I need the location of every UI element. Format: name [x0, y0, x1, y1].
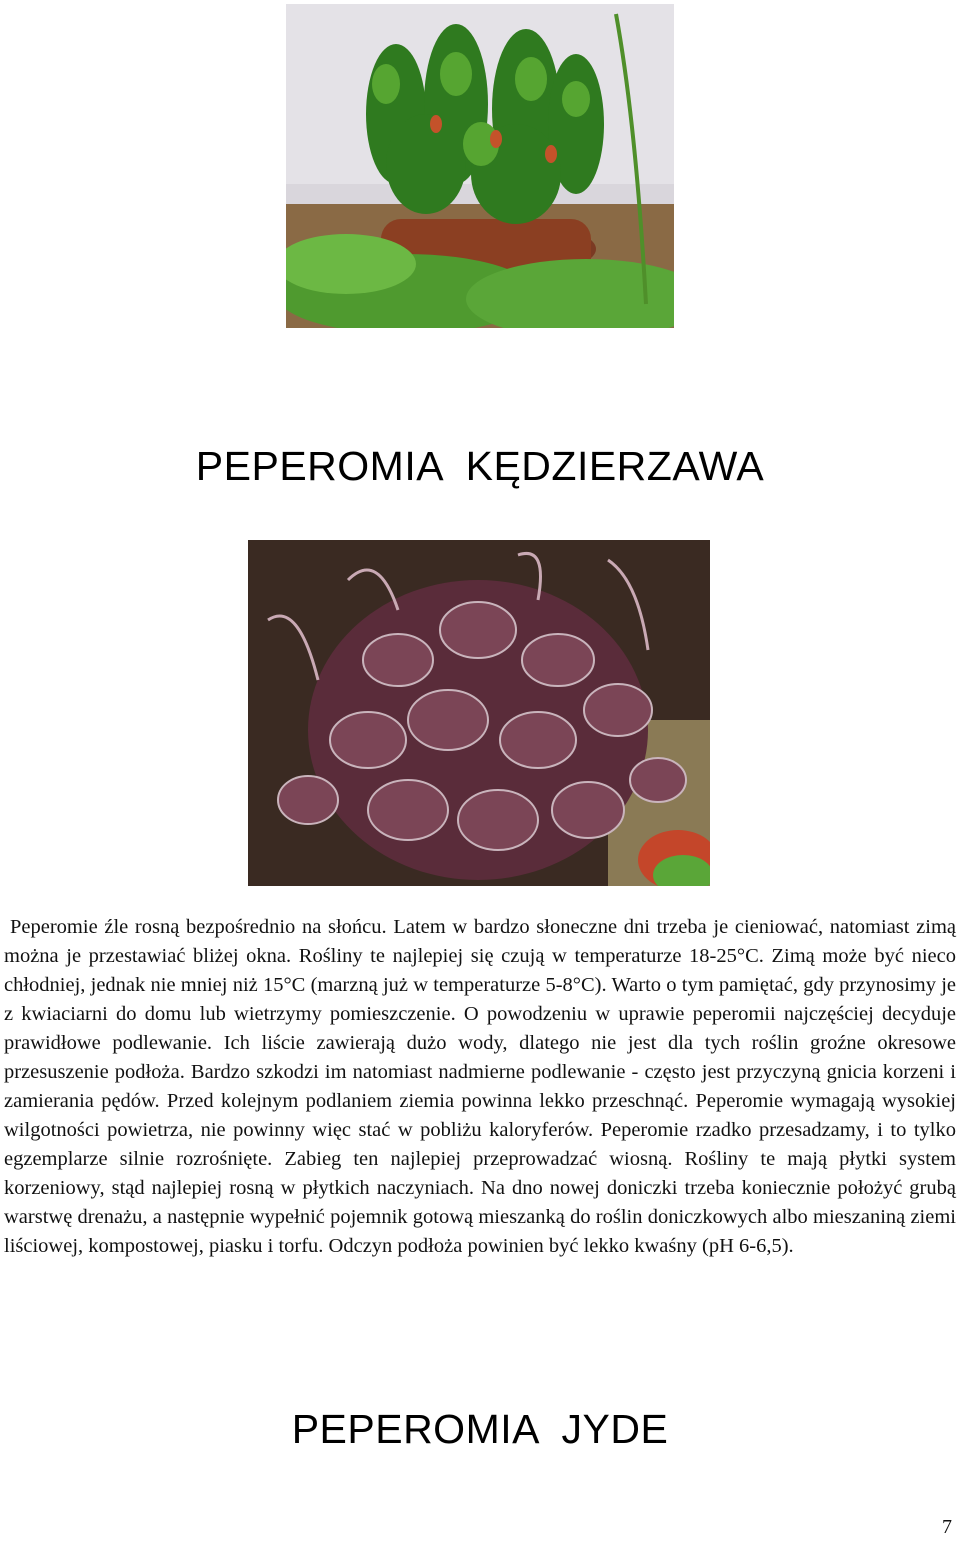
body-paragraph: Peperomie źle rosną bezpośrednio na słońcu. Latem w bardzo słoneczne dni trzeba je cieniować, natomiast zimą można je przestawiać bliżej okna. Rośliny te najlepiej się czują w temperaturze 18-25°C. Zimą może być nieco chłodniej, jednak nie mniej niż 15°C (marzną już w temperaturze 5-8°C). Warto o tym pamiętać, gdy przynosimy je z kwiaciarni do domu lub wietrzymy pomieszczenie. O powodzeniu w uprawie peperomii najczęściej decyduje prawidłowe podlewanie. Ich liście zawierają dużo wody, dlatego nie jest dla tych roślin groźne okresowe przesuszenie podłoża. Bardzo szkodzi im natomiast nadmierne podlewanie - często jest przyczyną gnicia korzeni i zamierania pędów. Przed kolejnym podlaniem ziemia powinna lekko przeschnąć. Peperomie wymagają wysokiej wilgotności powietrza, nie powinny więc stać w pobliżu kaloryferów. Peperomie rzadko przesadzamy, i to tylko egzemplarze silnie rozrośnięte. Zabieg ten najlepiej przeprowadzać wiosną. Rośliny te mają płytki system korzeniowy, stąd najlepiej rosną w płytkich naczyniach. Na dno nowej doniczki trzeba koniecznie położyć grubą warstwę drenażu, a następnie wypełnić pojemnik gotową mieszanką do roślin doniczkowych albo mieszaniną ziemi liściowej, kompostowej, piasku i torfu. Odczyn podłoża powinien być lekko kwaśny (pH 6-6,5).: [4, 916, 956, 1257]
section-title-jyde: PEPEROMIA JYDE: [291, 1406, 669, 1452]
section-title-kedzierzawa: PEPEROMIA KĘDZIERZAWA: [195, 443, 765, 489]
photo-peperomia-caperata: [248, 540, 710, 886]
page-number: 7: [942, 1516, 952, 1538]
photo-peperomia-jade: [286, 4, 674, 328]
